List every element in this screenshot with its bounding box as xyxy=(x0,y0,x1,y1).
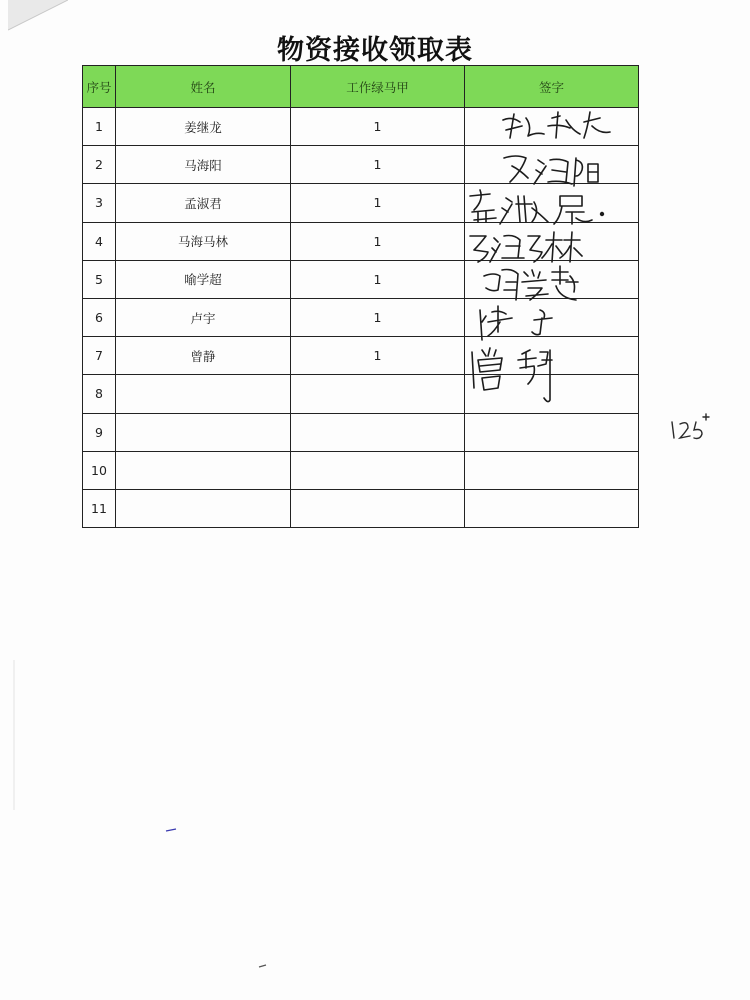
row-seq: 2 xyxy=(83,146,116,184)
row-seq: 1 xyxy=(83,108,116,146)
scan-edge-line xyxy=(12,660,16,810)
receipt-table xyxy=(82,65,639,528)
row-signature xyxy=(465,298,639,336)
row-signature xyxy=(465,184,639,222)
row-signature xyxy=(465,146,639,184)
row-seq: 3 xyxy=(83,184,116,222)
header-name: 姓名 xyxy=(116,66,291,108)
margin-handwritten-note xyxy=(668,408,716,442)
row-signature xyxy=(465,108,639,146)
row-name xyxy=(116,375,291,413)
table-row xyxy=(83,489,639,527)
row-seq: 11 xyxy=(83,489,116,527)
row-signature xyxy=(465,451,639,489)
row-qty xyxy=(291,489,465,527)
table-row xyxy=(83,375,639,413)
row-seq: 4 xyxy=(83,222,116,260)
row-seq: 9 xyxy=(83,413,116,451)
row-qty: 1 xyxy=(291,337,465,375)
row-seq: 8 xyxy=(83,375,116,413)
table-header-row xyxy=(83,66,639,108)
row-qty: 1 xyxy=(291,298,465,336)
row-seq: 5 xyxy=(83,260,116,298)
row-seq: 10 xyxy=(83,451,116,489)
table-row xyxy=(83,413,639,451)
row-qty xyxy=(291,413,465,451)
row-name xyxy=(116,489,291,527)
table-row xyxy=(83,184,639,222)
page-title: 物资接收领取表 xyxy=(277,35,473,66)
scan-mark xyxy=(165,826,177,834)
row-qty: 1 xyxy=(291,260,465,298)
row-signature xyxy=(465,222,639,260)
table-row xyxy=(83,108,639,146)
header-seq: 序号 xyxy=(83,66,116,108)
row-signature xyxy=(465,337,639,375)
row-signature xyxy=(465,375,639,413)
row-qty xyxy=(291,451,465,489)
row-name: 马海阳 xyxy=(116,146,291,184)
row-name: 孟淑君 xyxy=(116,184,291,222)
row-name: 卢宇 xyxy=(116,298,291,336)
row-name xyxy=(116,413,291,451)
header-item: 工作绿马甲 xyxy=(291,66,465,108)
row-signature xyxy=(465,413,639,451)
table-row xyxy=(83,260,639,298)
row-name: 喻学超 xyxy=(116,260,291,298)
row-qty: 1 xyxy=(291,222,465,260)
row-seq: 6 xyxy=(83,298,116,336)
row-name xyxy=(116,451,291,489)
row-qty: 1 xyxy=(291,146,465,184)
row-name: 马海马林 xyxy=(116,222,291,260)
table-row xyxy=(83,222,639,260)
row-name: 姜继龙 xyxy=(116,108,291,146)
table-row xyxy=(83,146,639,184)
scan-mark xyxy=(258,963,268,969)
row-qty xyxy=(291,375,465,413)
table-row xyxy=(83,451,639,489)
row-name: 曾静 xyxy=(116,337,291,375)
row-signature xyxy=(465,489,639,527)
header-signature: 签字 xyxy=(465,66,639,108)
table-row xyxy=(83,298,639,336)
table-row xyxy=(83,337,639,375)
row-signature xyxy=(465,260,639,298)
row-qty: 1 xyxy=(291,184,465,222)
row-seq: 7 xyxy=(83,337,116,375)
row-qty: 1 xyxy=(291,108,465,146)
